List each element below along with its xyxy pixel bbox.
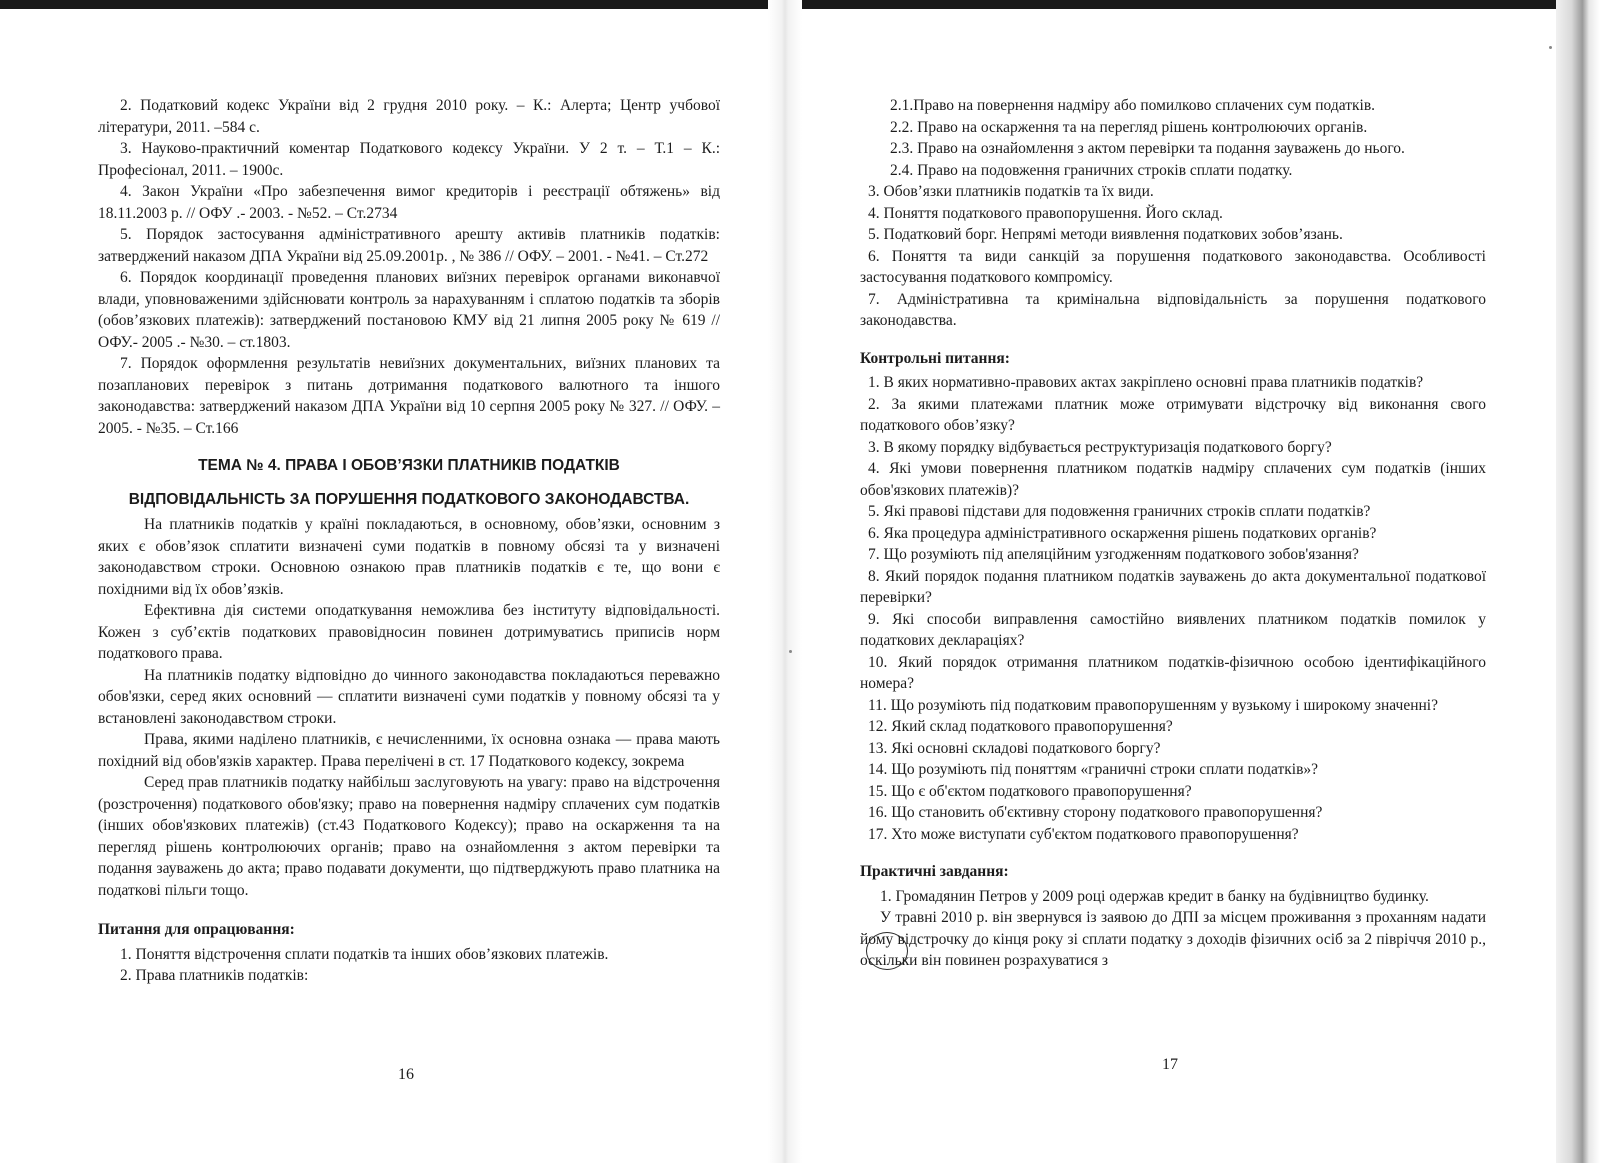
reference-item: 5. Порядок застосування адміністративного арешту активів платників податків: затверджений наказом ДПА України від 25.09.2001р. , № 386 // ОФУ. – 2001. - №41. – Ст.272 [98, 226, 720, 265]
control-question: 4. Які умови повернення платником податків надміру сплачених сум податків (інших обов'язкових платежів)? [860, 460, 1486, 499]
book-spine [768, 0, 802, 1163]
theme-title: ТЕМА № 4. ПРАВА І ОБОВ’ЯЗКИ ПЛАТНИКІВ ПОДАТКІВ [198, 457, 620, 474]
study-sub-question: 2.2. Право на оскарження та на перегляд рішень контролюючих органів. [890, 118, 1368, 136]
control-question: 6. Яка процедура адміністративного оскарження рішень податкових органів? [868, 524, 1377, 542]
reference-list [98, 95, 720, 439]
study-question: 3. Обов’язки платників податків та їх види. [868, 183, 1154, 200]
practical-tasks-heading: Практичні завдання: [860, 863, 1009, 880]
scan-speck [1549, 46, 1552, 49]
study-question: 5. Податковий борг. Непрямі методи виявлення податкових зобов’язань. [868, 226, 1343, 243]
control-question: 11. Що розуміють під податковим правопорушенням у вузькому і широкому значенні? [868, 696, 1438, 714]
study-question: 7. Адміністративна та кримінальна відповідальність за порушення податкового законодавства. [860, 290, 1486, 329]
page-number-right: 17 [1162, 1056, 1178, 1073]
control-question: 5. Які правові підстави для подовження граничних строків сплати податків? [868, 503, 1371, 520]
reference-item: 2. Податковий кодекс України від 2 грудня 2010 року. – К.: Алерта; Центр учбової літератури, 2011. –584 с. [98, 97, 720, 136]
control-question: 9. Які способи виправлення самостійно виявлених платником податків помилок у податкових деклараціях? [860, 610, 1486, 649]
control-question: 12. Який склад податкового правопорушення? [868, 718, 1173, 735]
page-number-left: 16 [398, 1066, 414, 1083]
page-edge-shadow [1556, 0, 1600, 1163]
control-question: 13. Які основні складові податкового боргу? [868, 739, 1161, 757]
study-questions-heading: Питання для опрацювання: [98, 921, 295, 938]
reference-item: 7. Порядок оформлення результатів невиїзних документальних, виїзних планових та позапланових перевірок з питань дотримання податкового валютного та іншого законодавства: затверджений наказом ДПА України від 10 серпня 2005 року № 327. // ОФУ. – 2005. - №35. – Ст.166 [98, 355, 720, 437]
control-question: 7. Що розуміють під апеляційним узгодженням податкового зобов'язання? [868, 546, 1359, 563]
practical-task-paragraph: 1. Громадянин Петров у 2009 році одержав кредит в банку на будівництво будинку. [880, 887, 1429, 905]
study-question: 6. Поняття та види санкцій за порушення податкового законодавства. Особливості застосування податкового компромісу. [860, 247, 1486, 286]
scan-speck [789, 650, 792, 653]
study-sub-question: 2.1.Право на повернення надміру або помилково сплачених сум податків. [890, 97, 1376, 114]
control-question: 14. Що розуміють під поняттям «граничні строки сплати податків»? [868, 761, 1319, 778]
control-question: 3. В якому порядку відбувається реструктуризація податкового боргу? [868, 438, 1332, 456]
body-paragraph: Права, якими наділено платників, є нечисленними, їх основна ознака — права мають похідний від обов'язків характер. Права перелічені в ст. 17 Податкового кодексу, зокрема [98, 731, 720, 770]
control-question: 1. В яких нормативно-правових актах закріплено основні права платників податків? [868, 374, 1424, 391]
reference-item: 6. Порядок координації проведення планових виїзних перевірок органами виконавчої влади, уповноваженими здійснювати контроль за нарахуванням і сплатою податків та зборів (обов’язкових платежів): затверджений постановою КМУ від 21 липня 2005 року № 619 // ОФУ.- 2005 .- №30. – ст.1803. [98, 269, 720, 351]
control-question: 15. Що є об'єктом податкового правопорушення? [868, 782, 1192, 800]
control-questions-list [860, 372, 1486, 845]
reference-item: 4. Закон України «Про забезпечення вимог кредиторів і реєстрації обтяжень» від 18.11.2003 р. // ОФУ .- 2003. - №52. – Ст.2734 [98, 183, 720, 222]
control-questions-heading: Контрольні питання: [860, 349, 1010, 367]
study-question: 1. Поняття відстрочення сплати податків та інших обов’язкових платежів. [120, 945, 609, 963]
control-question: 10. Який порядок отримання платником податків-фізичною особою ідентифікаційного номера? [860, 653, 1486, 692]
control-question: 17. Хто може виступати суб'єктом податкового правопорушення? [868, 825, 1299, 843]
control-question: 8. Який порядок подання платником податків зауважень до акта документальної податкової перевірки? [860, 567, 1486, 606]
study-sub-question: 2.4. Право на подовження граничних строків сплати податку. [890, 161, 1293, 179]
body-paragraph: Ефективна дія системи оподаткування неможлива без інституту відповідальності. Кожен з суб’єктів податкових правовідносин повинен дотримуватись приписів норм податкового права. [98, 602, 720, 662]
practical-task-paragraph: У травні 2010 р. він звернувся із заявою до ДПІ за місцем проживання з проханням надати йому відстрочку до кінця року зі сплати податку з доходів фізичних осіб за 2 півріччя 2010 р., оскільки він повинен розрахуватися з [860, 909, 1486, 969]
right-page [860, 95, 1486, 972]
control-question: 16. Що становить об'єктивну сторону податкового правопорушення? [868, 804, 1323, 821]
theme-subtitle: ВІДПОВІДАЛЬНІСТЬ ЗА ПОРУШЕННЯ ПОДАТКОВОГО ЗАКОНОДАВСТВА. [128, 490, 690, 508]
study-question: 2. Права платників податків: [120, 967, 309, 984]
handwritten-circle-mark [866, 932, 908, 970]
reference-item: 3. Науково-практичний коментар Податкового кодексу України. У 2 т. – Т.1 – К.: Професіонал, 2011. – 1900с. [98, 140, 720, 179]
study-sub-question: 2.3. Право на ознайомлення з актом перевірки та подання зауважень до нього. [890, 140, 1405, 157]
body-text [98, 514, 720, 901]
study-question: 4. Поняття податкового правопорушення. Його склад. [868, 204, 1223, 222]
control-question: 2. За якими платежами платник може отримувати відстрочку від виконання свого податкового обов’язку? [860, 395, 1486, 434]
body-paragraph: Серед прав платників податку найбільш заслуговують на увагу: право на відстрочення (розстрочення) податкового обов'язку; право на повернення надміру сплачених сум податків (інших обов'язкових платежів) (ст.43 Податкового Кодексу); право на оскарження та на перегляд рішень контролюючих органів; право на ознайомлення з актом перевірки та подання зауважень до акта; право подавати документи, що підтверджують право платника на податкові пільги тощо. [98, 774, 720, 899]
body-paragraph: На платників податку відповідно до чинного законодавства покладаються переважно обов'язки, серед яких основний — сплатити визначені суми податків у повному обсязі та у встановлені законодавством строки. [98, 666, 720, 727]
body-paragraph: На платників податків у країні покладаються, в основному, обов’язки, основним з яких є обов’язок сплатити визначені суми податків в повному обсязі та у визначені законодавством строки. Основною ознакою прав платників податків є те, що вони є похідними від їх обов’язків. [98, 516, 720, 598]
left-page [98, 95, 720, 987]
